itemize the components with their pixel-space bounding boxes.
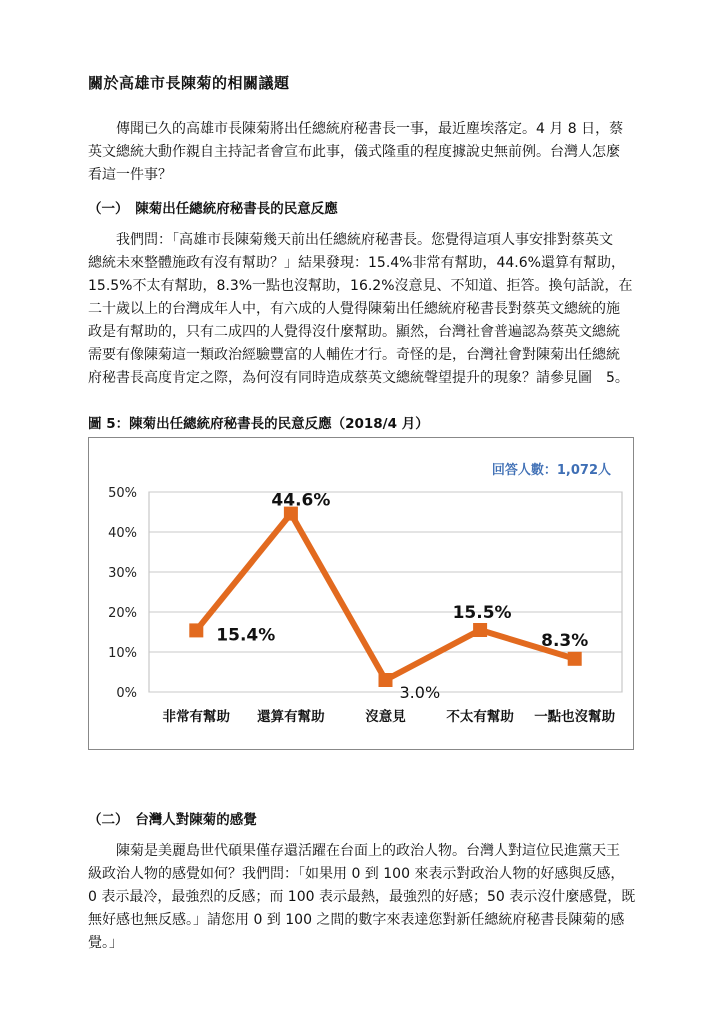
section-1-line: 我們問：「高雄市長陳菊幾天前出任總統府秘書長。您覺得這項人事安排對蔡英文 [116, 232, 613, 248]
data-label: 8.3% [541, 630, 589, 651]
section-2-line: 0 表示最冷，最強烈的反感；而 100 表示最熱，最強烈的好感；50 表示沒什麼感覺，既 [88, 889, 636, 905]
data-point [568, 652, 582, 666]
x-tick-label: 一點也沒幫助 [534, 709, 616, 725]
intro-line: 看這一件事？ [88, 167, 172, 183]
x-tick-label: 不太有幫助 [446, 709, 514, 725]
data-label: 15.5% [452, 603, 512, 623]
section-1-line: 15.5%不太有幫助，8.3%一點也沒幫助，16.2%沒意見、不知道、拒答。換句話說，在 [88, 278, 633, 294]
data-point [189, 623, 203, 637]
section-1-heading: （一） 陳菊出任總統府秘書長的民意反應 [88, 201, 338, 217]
y-tick-label: 50% [108, 486, 137, 501]
section-2-line: 級政治人物的感覺如何？我們問：「如果用 0 到 100 來表示對政治人物的好感與反感， [88, 866, 625, 882]
page-title: 關於高雄市長陳菊的相關議題 [88, 74, 290, 92]
section-2-heading: （二） 台灣人對陳菊的感覺 [88, 812, 257, 828]
section-1-line: 府秘書長高度肯定之際，為何沒有同時造成蔡英文總統聲望提升的現象？請參見圖 5。 [88, 370, 629, 386]
section-2-line: 陳菊是美麗島世代碩果僅存還活躍在台面上的政治人物。台灣人對這位民進黨天王 [116, 843, 620, 859]
data-point [473, 623, 487, 637]
x-tick-label: 沒意見 [365, 709, 406, 725]
intro-line: 英文總統大動作親自主持記者會宣布此事，儀式隆重的程度據說史無前例。台灣人怎麼 [88, 144, 620, 160]
data-label: 15.4% [216, 625, 276, 646]
respondents-annotation: 回答人數：1,072人 [491, 463, 611, 478]
data-label: 44.6% [271, 490, 331, 511]
section-1-line: 政是有幫助的，只有二成四的人覺得沒什麼幫助。顯然，台灣社會普遍認為蔡英文總統 [88, 324, 620, 340]
data-label: 3.0% [399, 683, 441, 702]
intro-paragraph [88, 118, 636, 187]
x-tick-label: 非常有幫助 [162, 709, 231, 725]
plot-area [149, 492, 622, 692]
y-tick-label: 40% [108, 526, 137, 541]
y-tick-label: 0% [116, 686, 137, 701]
data-point [379, 673, 393, 687]
line-chart [89, 438, 635, 751]
x-tick-label: 還算有幫助 [257, 709, 325, 725]
section-2-line: 無好感也無反感。」請您用 0 到 100 之間的數字來表達您對新任總統府秘書長陳菊的感 [88, 912, 625, 928]
figure-caption: 圖 5：陳菊出任總統府秘書長的民意反應（2018/4 月） [88, 416, 429, 432]
series-line [196, 514, 574, 680]
section-2-paragraph [88, 840, 636, 955]
y-tick-label: 30% [108, 566, 137, 581]
section-1-line: 二十歲以上的台灣成年人中，有六成的人覺得陳菊出任總統府秘書長對蔡英文總統的施 [88, 301, 620, 317]
section-1-line: 總統未來整體施政有沒有幫助？」結果發現：15.4%非常有幫助，44.6%還算有幫助， [88, 255, 625, 271]
section-2-line: 覺。」 [88, 935, 123, 951]
section-1-line: 需要有像陳菊這一類政治經驗豐富的人輔佐才行。奇怪的是，台灣社會對陳菊出任總統 [88, 347, 620, 363]
y-tick-label: 10% [108, 646, 137, 661]
intro-line: 傳聞已久的高雄市長陳菊將出任總統府秘書長一事，最近塵埃落定。4 月 8 日，蔡 [116, 121, 624, 137]
chart-frame [88, 437, 634, 750]
section-1-paragraph [88, 229, 636, 390]
y-tick-label: 20% [108, 606, 137, 621]
